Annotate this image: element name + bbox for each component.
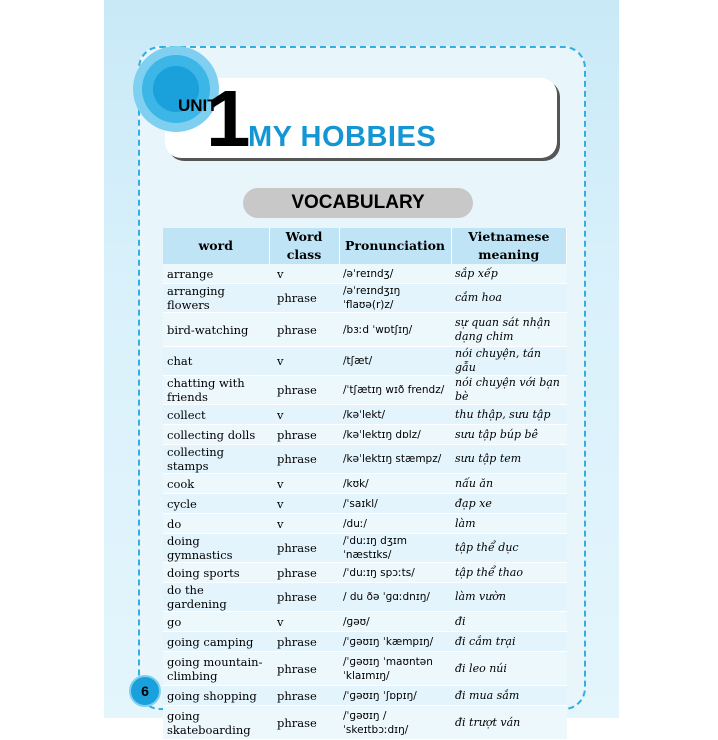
table-cell: v <box>269 264 339 284</box>
table-cell: phrase <box>269 652 339 686</box>
table-cell: arrange <box>163 264 269 284</box>
table-cell: /bɜːd ˈwɒtʃɪŋ/ <box>339 313 451 347</box>
column-header: Vietnamese meaning <box>451 228 567 264</box>
table-cell: phrase <box>269 706 339 740</box>
table-cell: tập thể dục <box>451 534 567 563</box>
table-cell: làm <box>451 514 567 534</box>
table-cell: arranging flowers <box>163 284 269 313</box>
table-cell: phrase <box>269 425 339 445</box>
table-row <box>163 445 567 474</box>
table-row <box>163 534 567 563</box>
table-cell: tập thể thao <box>451 563 567 583</box>
table-row <box>163 405 567 425</box>
page-number: 6 <box>141 683 149 699</box>
table-row <box>163 632 567 652</box>
table-cell: v <box>269 612 339 632</box>
table-row <box>163 583 567 612</box>
table-cell: nói chuyện với bạn bè <box>451 376 567 405</box>
table-cell: /ˈɡəʊɪŋ ˈkæmpɪŋ/ <box>339 632 451 652</box>
unit-label: UNIT <box>178 96 218 115</box>
table-cell: /ˈɡəʊɪŋ ˈʃɒpɪŋ/ <box>339 686 451 706</box>
table-row <box>163 706 567 740</box>
table-cell: collecting dolls <box>163 425 269 445</box>
table-row <box>163 264 567 284</box>
table-cell: going shopping <box>163 686 269 706</box>
table-cell: /əˈreɪndʒɪŋ ˈflaʊə(r)z/ <box>339 284 451 313</box>
table-cell: chat <box>163 347 269 376</box>
table-cell: sưu tập búp bê <box>451 425 567 445</box>
table-row <box>163 612 567 632</box>
table-row <box>163 474 567 494</box>
table-cell: chatting with friends <box>163 376 269 405</box>
table-cell: do <box>163 514 269 534</box>
table-cell: đi mua sắm <box>451 686 567 706</box>
table-row <box>163 313 567 347</box>
table-cell: do the gardening <box>163 583 269 612</box>
column-header: Word class <box>269 228 339 264</box>
table-row <box>163 563 567 583</box>
table-cell: v <box>269 494 339 514</box>
table-cell: /kəˈlektɪŋ dɒlz/ <box>339 425 451 445</box>
table-cell: cook <box>163 474 269 494</box>
table-cell: /ˈduːɪŋ dʒɪmˈnæstɪks/ <box>339 534 451 563</box>
column-header: Pronunciation <box>339 228 451 264</box>
table-cell: collect <box>163 405 269 425</box>
table-cell: /kʊk/ <box>339 474 451 494</box>
table-cell: v <box>269 405 339 425</box>
unit-number: 1 <box>206 74 251 163</box>
table-row <box>163 494 567 514</box>
table-row <box>163 652 567 686</box>
column-header: word <box>163 228 269 264</box>
table-cell: phrase <box>269 534 339 563</box>
table-cell: phrase <box>269 686 339 706</box>
table-cell: phrase <box>269 563 339 583</box>
table-row <box>163 686 567 706</box>
table-cell: /ˈɡəʊɪŋ /ˈskeɪtbɔːdɪŋ/ <box>339 706 451 740</box>
table-cell: /ˈsaɪkl/ <box>339 494 451 514</box>
section-title: VOCABULARY <box>243 188 473 218</box>
table-cell: doing sports <box>163 563 269 583</box>
table-cell: đi leo núi <box>451 652 567 686</box>
table-row <box>163 376 567 405</box>
table-cell: đi <box>451 612 567 632</box>
table-cell: /kəˈlekt/ <box>339 405 451 425</box>
table-cell: phrase <box>269 376 339 405</box>
table-cell: phrase <box>269 583 339 612</box>
table-cell: going camping <box>163 632 269 652</box>
table-cell: đạp xe <box>451 494 567 514</box>
table-cell: phrase <box>269 284 339 313</box>
vocabulary-table <box>163 228 567 740</box>
table-header-row <box>163 228 567 264</box>
table-cell: phrase <box>269 445 339 474</box>
table-cell: v <box>269 514 339 534</box>
table-cell: bird-watching <box>163 313 269 347</box>
table-cell: thu thập, sưu tập <box>451 405 567 425</box>
table-cell: v <box>269 474 339 494</box>
table-cell: /tʃæt/ <box>339 347 451 376</box>
table-body <box>163 264 567 740</box>
table-cell: nói chuyện, tán gẫu <box>451 347 567 376</box>
table-cell: /əˈreɪndʒ/ <box>339 264 451 284</box>
table-cell: go <box>163 612 269 632</box>
table-cell: sự quan sát nhận dạng chim <box>451 313 567 347</box>
table-cell: collecting stamps <box>163 445 269 474</box>
table-row <box>163 347 567 376</box>
table-cell: cắm hoa <box>451 284 567 313</box>
table-cell: /ɡəʊ/ <box>339 612 451 632</box>
table-row <box>163 514 567 534</box>
table-cell: /kəˈlektɪŋ stæmpz/ <box>339 445 451 474</box>
table-row <box>163 425 567 445</box>
table-cell: / du ðə ˈɡɑːdnɪŋ/ <box>339 583 451 612</box>
table-cell: làm vườn <box>451 583 567 612</box>
table-cell: đi trượt ván <box>451 706 567 740</box>
table-cell: phrase <box>269 632 339 652</box>
table-cell: sưu tập tem <box>451 445 567 474</box>
table-cell: /ˈduːɪŋ spɔːts/ <box>339 563 451 583</box>
table-cell: sắp xếp <box>451 264 567 284</box>
table-cell: /ˈtʃætɪŋ wɪð frendz/ <box>339 376 451 405</box>
table-cell: /duː/ <box>339 514 451 534</box>
table-cell: cycle <box>163 494 269 514</box>
table-cell: v <box>269 347 339 376</box>
table-cell: doing gymnastics <box>163 534 269 563</box>
table-cell: going mountain-climbing <box>163 652 269 686</box>
table-cell: phrase <box>269 313 339 347</box>
table-cell: /ˈɡəʊɪŋ ˈmaʊntən ˈklaɪmɪŋ/ <box>339 652 451 686</box>
table-row <box>163 284 567 313</box>
table-cell: nấu ăn <box>451 474 567 494</box>
unit-title: MY HOBBIES <box>248 121 437 153</box>
table-cell: going skateboarding <box>163 706 269 740</box>
table-cell: đi cắm trại <box>451 632 567 652</box>
